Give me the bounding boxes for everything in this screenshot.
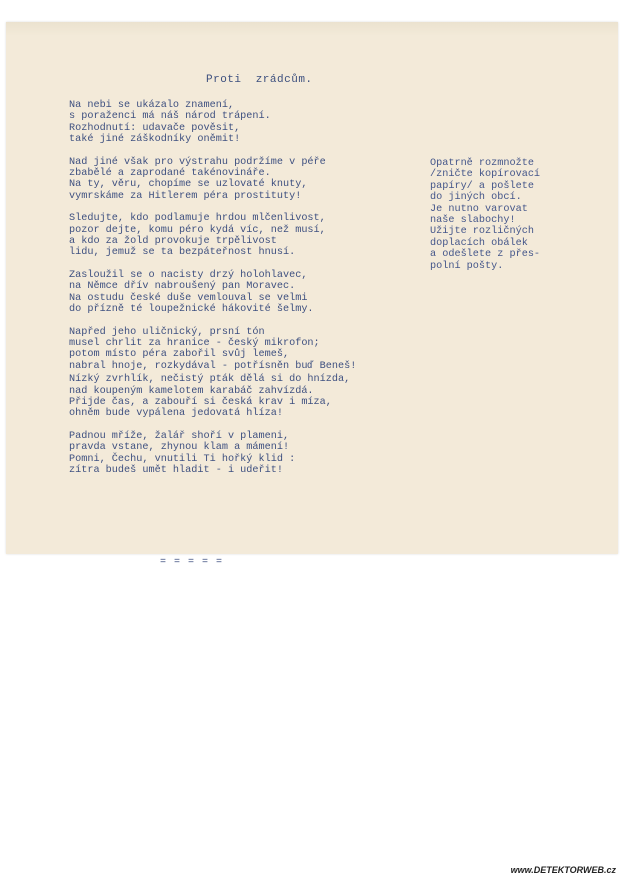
poem-line: nabral hnoje, rozkydával - potřísněn buď Beneš! bbox=[69, 360, 357, 372]
poem-line: Na nebi se ukázalo znamení, bbox=[69, 100, 235, 111]
poem-line: také jiné záškodníky oněmit! bbox=[69, 134, 241, 146]
poem-line: musel chrlit za hranice - český mikrofon; bbox=[69, 337, 320, 349]
note-line: do jiných obcí. bbox=[430, 192, 522, 204]
stanza-4 bbox=[69, 270, 429, 316]
poem-line: Padnou mříže, žalář shoří v plameni, bbox=[69, 430, 290, 442]
stanza-7 bbox=[69, 431, 429, 477]
poem-line: zbabělé a zaprodané takénovináře. bbox=[69, 168, 271, 180]
poem-line: Na ostudu české duše vemlouval se velmi bbox=[69, 292, 308, 304]
note-line: /zničte kopírovací bbox=[430, 169, 541, 181]
poem-line: Nad jiné však pro výstrahu podržíme v péře bbox=[69, 156, 326, 168]
poem-line: zítra budeš umět hladit - i udeřit! bbox=[69, 464, 283, 476]
poem-line: do přízně té loupežnické hákovité šelmy. bbox=[69, 304, 314, 316]
poem-line: pozor dejte, komu péro kydá víc, než musí, bbox=[69, 224, 326, 236]
poem-line: Nízký zvrhlík, nečistý pták dělá si do hnízda, bbox=[69, 374, 351, 386]
note-line: doplacích obálek bbox=[430, 237, 528, 249]
poem-line: a kdo za žold provokuje trpělivost bbox=[69, 236, 277, 248]
stanza-3 bbox=[69, 213, 429, 259]
note-line: Opatrně rozmnožte bbox=[430, 158, 534, 169]
poem-line: ohněm bude vypálena jedovatá hlíza! bbox=[69, 408, 283, 420]
note-line: papíry/ a pošlete bbox=[430, 180, 534, 192]
stanza-5 bbox=[69, 327, 429, 373]
note-line: Užijte rozličných bbox=[430, 226, 534, 238]
end-mark: = = = = = bbox=[160, 557, 224, 568]
typewritten-leaflet bbox=[6, 22, 618, 568]
note-line: a odešlete z přes- bbox=[430, 249, 541, 261]
leaflet-title: Proti zrádcům. bbox=[206, 74, 313, 86]
side-note bbox=[430, 158, 600, 272]
stanza-2 bbox=[69, 157, 429, 203]
poem bbox=[69, 100, 429, 487]
poem-line: Napřed jeho uličnický, prsní tón bbox=[69, 326, 265, 338]
watermark: www.DETEKTORWEB.cz bbox=[510, 865, 616, 875]
poem-line: Zasloužil se o nacisty drzý holohlavec, bbox=[69, 269, 308, 281]
note-line: Je nutno varovat bbox=[430, 203, 528, 215]
poem-line: Sledujte, kdo podlamuje hrdou mlčenlivost, bbox=[69, 213, 326, 225]
poem-line: vymrskáme za Hitlerem péra prostituty! bbox=[69, 190, 302, 202]
poem-line: Přijde čas, a zabouří si česká krav i míza, bbox=[69, 396, 332, 408]
poem-line: Pomni, Čechu, vnutili Ti hořký klid : bbox=[69, 453, 296, 465]
poem-line: na Němce dřív nabroušený pan Moravec. bbox=[69, 281, 296, 293]
poem-line: Na ty, věru, chopíme se uzlovaté knuty, bbox=[69, 179, 308, 191]
note-line: naše slabochy! bbox=[430, 215, 516, 227]
note-line: polní pošty. bbox=[430, 260, 504, 272]
stanza-6 bbox=[69, 374, 429, 420]
stanza-1 bbox=[69, 100, 429, 146]
poem-line: s poraženci má náš národ trápení. bbox=[69, 111, 271, 123]
poem-line: lidu, jemuž se ta bezpáteřnost hnusí. bbox=[69, 247, 296, 259]
poem-line: potom místo péra zabořil svůj lemeš, bbox=[69, 349, 290, 361]
poem-line: Rozhodnutí: udavače pověsit, bbox=[69, 122, 241, 134]
poem-line: pravda vstane, zhynou klam a mámení! bbox=[69, 442, 290, 454]
poem-line: nad koupeným kamelotem karabáč zahvízdá. bbox=[69, 385, 314, 397]
